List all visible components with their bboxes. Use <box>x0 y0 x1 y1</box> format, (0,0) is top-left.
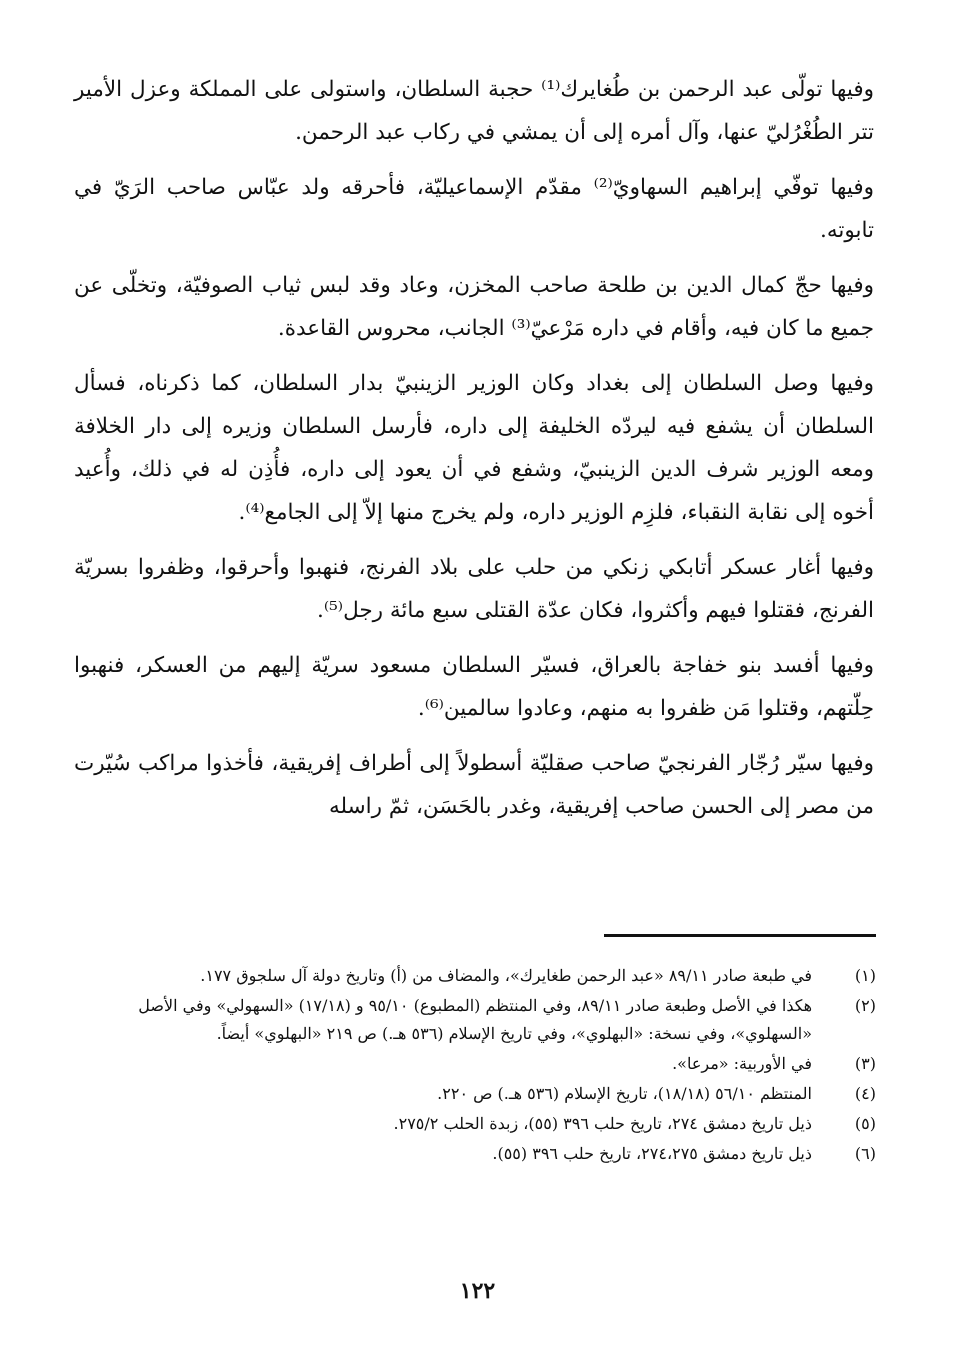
footnote-number: (٢) <box>854 996 876 1015</box>
paragraph-5: وفيها أغار عسكر أتابكي زنكي من حلب على بلاد الفرنج، فنهبوا وأحرقوا، وظفروا بسريّة الفرنج، فقتلوا فيهم وأكثروا، فكان عدّة القتلى سبع مائة رجل⁽⁵⁾. <box>74 555 874 623</box>
footnote-number: (٦) <box>854 1144 876 1163</box>
footnote-text: ذيل تاريخ دمشق ٢٧٤، تاريخ حلب ٣٩٦ (٥٥)، زبدة الحلب ٢٧٥/٢. <box>393 1114 812 1133</box>
footnote-1 <box>74 962 876 990</box>
paragraph-3: وفيها حجّ كمال الدين بن طلحة صاحب المخزن، وعاد وقد لبس ثياب الصوفيّة، وتخلّى عن جميع ما كان فيه، وأقام في داره مَرْعيّ⁽³⁾ الجانب، محروس القاعدة. <box>74 273 874 341</box>
paragraph-4: وفيها وصل السلطان إلى بغداد وكان الوزير الزينبيّ بدار السلطان، كما ذكرناه، فسأل السلطان أن يشفع فيه ليردّه الخليفة إلى داره، فأرسل السلطان وزيره إلى دار الخلافة ومعه الوزير شرف الدين الزينبيّ، وشفع في أن يعود إلى داره، فأُذِن له في ذلك، وأُعيد أخوه إلى نقابة النقباء، فلزِم الوزير داره، ولم يخرج منها إلاّ إلى الجامع⁽⁴⁾. <box>74 371 874 525</box>
footnote-4 <box>74 1080 876 1108</box>
footnotes <box>74 962 876 1170</box>
paragraph-6: وفيها أفسد بنو خفاجة بالعراق، فسيّر السلطان مسعود سريّة إليهم من العسكر، فنهبوا حِلّتهم، وقتلوا مَن ظفروا به منهم، وعادوا سالمين⁽⁶⁾. <box>74 653 874 721</box>
footnote-text: في الأوربية: «مرعا». <box>672 1054 812 1073</box>
page-number: ١٢٢ <box>459 1278 496 1304</box>
footnote-5 <box>74 1110 876 1138</box>
footnote-text: في طبعة صادر ٨٩/١١ «عبد الرحمن طغايرك»، والمضاف من (أ) وتاريخ دولة آل سلجوق ١٧٧. <box>200 966 812 985</box>
footnote-text: المنتظم ٥٦/١٠ (١٨/١٨)، تاريخ الإسلام (٥٣٦ هـ.) ص ٢٢٠. <box>437 1084 812 1103</box>
footnote-text: ذيل تاريخ دمشق ٢٧٤،٢٧٥، تاريخ حلب ٣٩٦ (٥٥). <box>492 1144 812 1163</box>
main-text <box>74 68 874 840</box>
footnote-number: (١) <box>854 966 876 985</box>
footnote-number: (٤) <box>854 1084 876 1103</box>
footnote-number: (٥) <box>854 1114 876 1133</box>
footnote-text: هكذا في الأصل وطبعة صادر ٨٩/١١، وفي المنتظم (المطبوع) ٩٥/١٠ و (١٧/١٨) «السهولي» وفي الأصل «السهلوي»، وفي نسخة: «البهلوي»، وفي تاريخ الإسلام (٥٣٦ هـ.) ص ٢١٩ «البهلوي» أيضاً. <box>138 996 812 1043</box>
footnote-6 <box>74 1140 876 1168</box>
footnote-2 <box>74 992 876 1048</box>
footnote-divider <box>604 934 876 937</box>
paragraph-1: وفيها تولّى عبد الرحمن بن طُغايرك⁽¹⁾ حجبة السلطان، واستولى على المملكة وعزل الأمير تتر الطُغْرُليّ عنها، وآل أمره إلى أن يمشي في ركاب عبد الرحمن. <box>74 77 874 145</box>
paragraph-2: وفيها توفّي إبراهيم السهاويّ⁽²⁾ مقدّم الإسماعيليّة، فأحرقه ولد عبّاس صاحب الرَيّ في تابوته. <box>74 175 874 243</box>
footnote-number: (٣) <box>854 1054 876 1073</box>
paragraph-7: وفيها سيّر رُجّار الفرنجيّ صاحب صقليّة أسطولاً إلى أطراف إفريقية، فأخذوا مراكب سُيّرت من مصر إلى الحسن صاحب إفريقية، وغدر بالحَسَن، ثمّ راسله <box>74 751 874 819</box>
footnote-3 <box>74 1050 876 1078</box>
